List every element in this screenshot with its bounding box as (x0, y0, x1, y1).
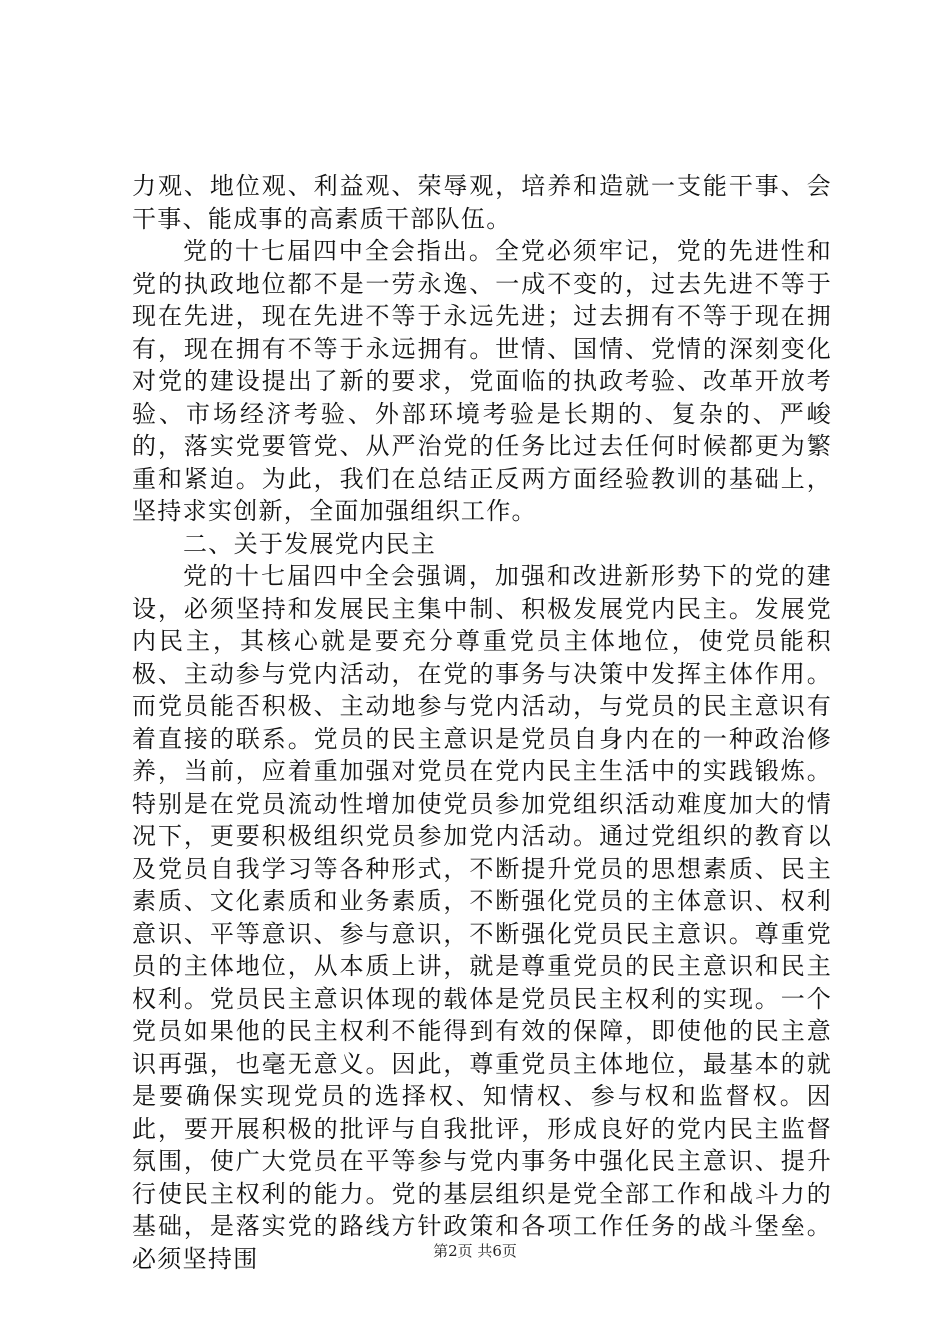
section-heading-party-democracy: 二、关于发展党内民主 (183, 529, 436, 558)
page-footer: 第2页 共6页 (433, 1242, 517, 1260)
document-body (132, 170, 832, 1275)
paragraph-party-democracy: 党的十七届四中全会强调，加强和改进新形势下的党的建设，必须坚持和发展民主集中制、积极发展党内民主。发展党内民主，其核心就是要充分尊重党员主体地位，使党员能积极、主动参与党内活动，在党的事务与决策中发挥主体作用。而党员能否积极、主动地参与党内活动，与党员的民主意识有着直接的联系。党员的民主意识是党员自身内在的一种政治修养，当前，应着重加强对党员在党内民主生活中的实践锻炼。特别是在党员流动性增加使党员参加党组织活动难度加大的情况下，更要积极组织党员参加党内活动。通过党组织的教育以及党员自我学习等各种形式，不断提升党员的思想素质、民主素质、文化素质和业务素质，不断强化党员的主体意识、权利意识、平等意识、参与意识，不断强化党员民主意识。尊重党员的主体地位，从本质上讲，就是尊重党员的民主意识和民主权利。党员民主意识体现的载体是党员民主权利的实现。一个党员如果他的民主权利不能得到有效的保障，即使他的民主意识再强，也毫无意义。因此，尊重党员主体地位，最基本的就是要确保实现党员的选择权、知情权、参与权和监督权。因此，要开展积极的批评与自我批评，形成良好的党内民主监督氛围，使广大党员在平等参与党内事务中强化民主意识、提升行使民主权利的能力。党的基层组织是党全部工作和战斗力的基础，是落实党的路线方针政策和各项工作任务的战斗堡垒。必须坚持围 (132, 562, 832, 1273)
paragraph-continuation: 力观、地位观、利益观、荣辱观，培养和造就一支能干事、会干事、能成事的高素质干部队伍。 (132, 172, 832, 233)
paragraph-fourth-plenum: 党的十七届四中全会指出。全党必须牢记，党的先进性和党的执政地位都不是一劳永逸、一成不变的，过去先进不等于现在先进，现在先进不等于永远先进；过去拥有不等于现在拥有，现在拥有不等于永远拥有。世情、国情、党情的深刻变化对党的建设提出了新的要求，党面临的执政考验、改革开放考验、市场经济考验、外部环境考验是长期的、复杂的、严峻的，落实党要管党、从严治党的任务比过去任何时候都更为繁重和紧迫。为此，我们在总结正反两方面经验教训的基础上，坚持求实创新，全面加强组织工作。 (132, 237, 832, 525)
